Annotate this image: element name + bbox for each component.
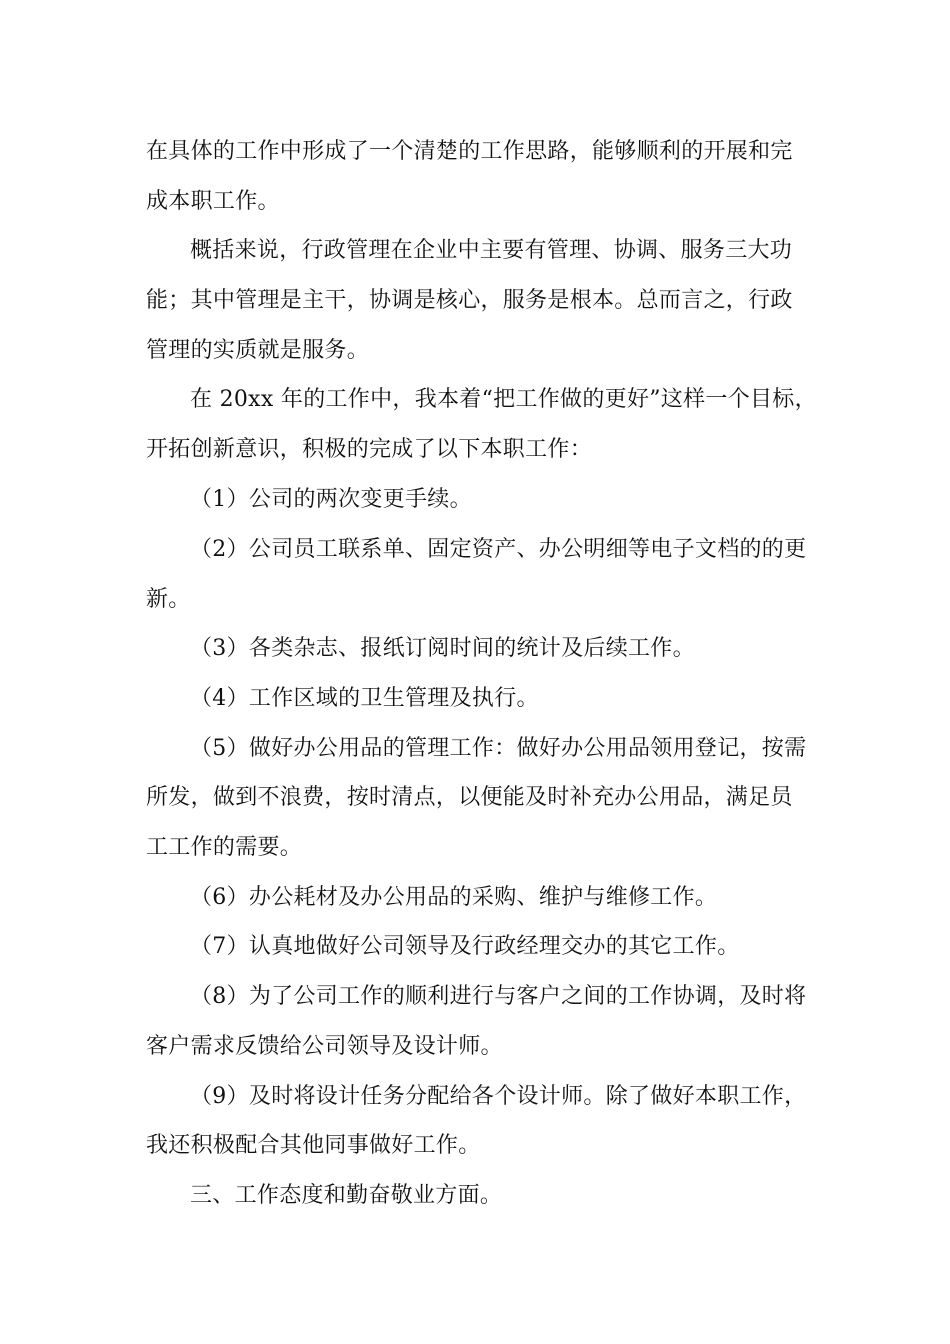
text-line: 管理的实质就是服务。 [146,338,370,363]
text-line: 在 20xx 年的工作中，我本着“把工作做的更好”这样一个目标， [190,387,817,412]
text-line: 概括来说，行政管理在企业中主要有管理、协调、服务三大功 [190,238,793,263]
text-line: 在具体的工作中形成了一个清楚的工作思路，能够顺利的开展和完 [146,139,793,164]
text-line: （4）工作区域的卫生管理及执行。 [190,686,539,711]
text-line: （1）公司的两次变更手续。 [190,487,472,512]
text-line: （2）公司员工联系单、固定资产、办公明细等电子文档的的更 [190,537,807,562]
text-line: 能；其中管理是主干，协调是核心，服务是根本。总而言之，行政 [146,288,793,313]
text-line: 开拓创新意识，积极的完成了以下本职工作： [146,437,593,462]
text-line: （6）办公耗材及办公用品的采购、维护与维修工作。 [190,885,718,910]
text-line: 新。 [146,587,191,612]
text-line: 所发，做到不浪费，按时清点，以便能及时补充办公用品，满足员 [146,785,793,810]
text-line: 成本职工作。 [146,189,280,214]
text-line: 客户需求反馈给公司领导及设计师。 [146,1034,503,1059]
text-line: （3）各类杂志、报纸订阅时间的统计及后续工作。 [190,636,695,661]
text-line: 工工作的需要。 [146,835,303,860]
text-line: 我还积极配合其他同事做好工作。 [146,1133,481,1158]
text-line: （5）做好办公用品的管理工作：做好办公用品领用登记，按需 [190,736,807,761]
text-line: （7）认真地做好公司领导及行政经理交办的其它工作。 [190,934,740,959]
text-line: （8）为了公司工作的顺利进行与客户之间的工作协调，及时将 [190,984,807,1009]
text-line: 三、工作态度和勤奋敬业方面。 [190,1183,503,1208]
text-line: （9）及时将设计任务分配给各个设计师。除了做好本职工作， [190,1084,807,1109]
